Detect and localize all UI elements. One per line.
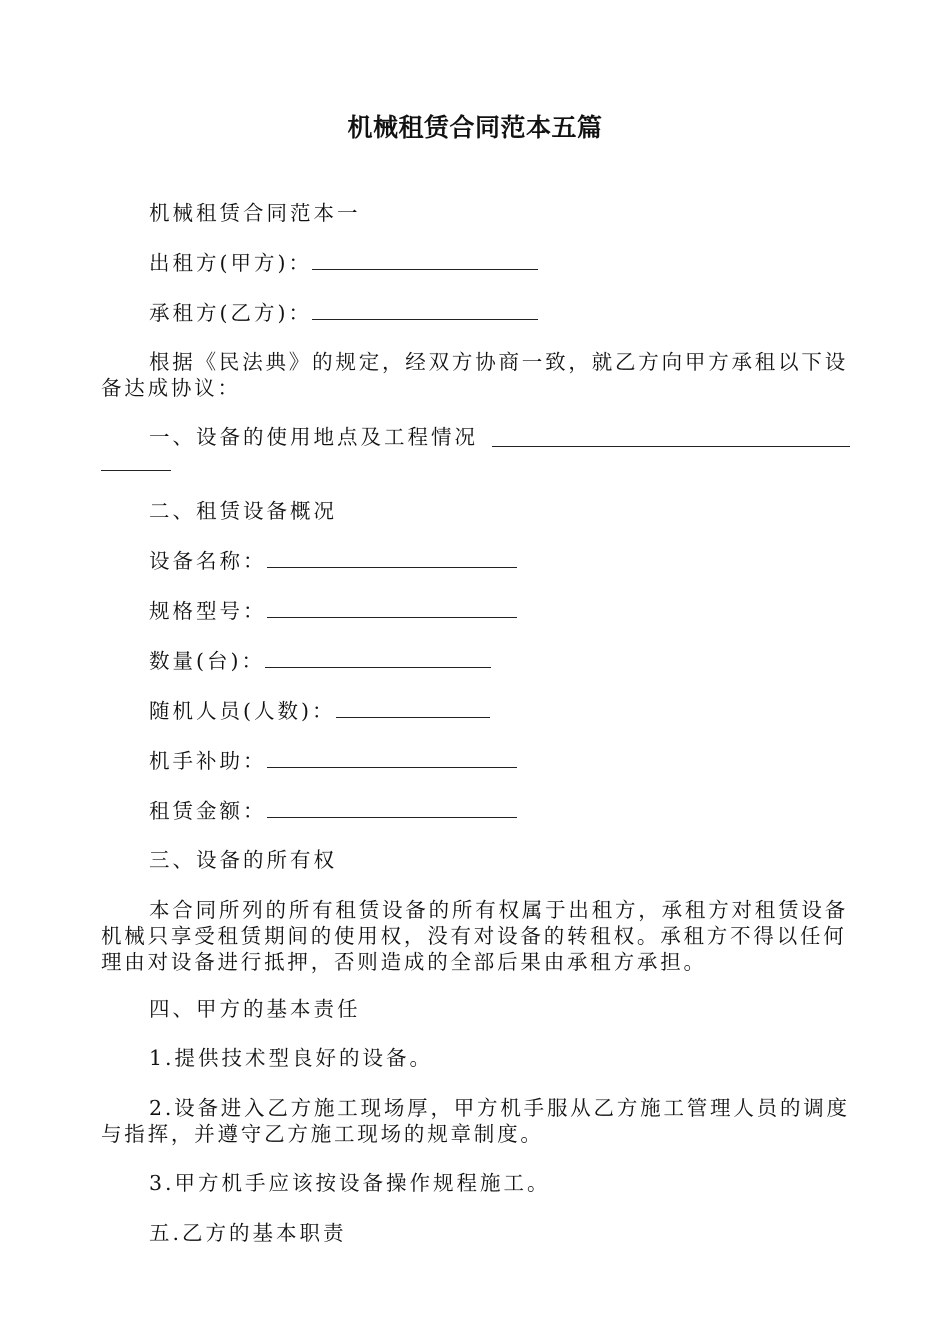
equipment-quantity-label: 数量(台)： [149, 649, 265, 673]
operator-subsidy-field [101, 748, 899, 774]
lessor-blank [312, 251, 538, 270]
clause4-item2: 2.设备进入乙方施工现场厚，甲方机手服从乙方施工管理人员的调度与指挥，并遵守乙方施工现场的规章制度。 [101, 1096, 850, 1146]
lessee-label: 承租方(乙方)： [149, 301, 312, 325]
operator-subsidy-blank [267, 749, 517, 768]
equipment-model-blank [267, 599, 517, 618]
equipment-quantity-field [101, 648, 899, 674]
clause5-heading: 五.乙方的基本职责 [149, 1221, 347, 1245]
rental-amount-label: 租赁金额： [149, 799, 267, 823]
clause4-item1: 1.提供技术型良好的设备。 [149, 1046, 434, 1070]
lessor-field [101, 250, 899, 276]
equipment-name-field [101, 548, 899, 574]
clause3-heading: 三、设备的所有权 [149, 848, 337, 872]
equipment-staff-blank [336, 699, 490, 718]
rental-amount-blank [267, 799, 517, 818]
clause3-paragraph: 本合同所列的所有租赁设备的所有权属于出租方，承租方对租赁设备机械只享受租赁期间的使用权，没有对设备的转租权。承租方不得以任何理由对设备进行抵押，否则造成的全部后果由承租方承担。 [101, 898, 848, 974]
equipment-name-blank [267, 549, 517, 568]
equipment-staff-label: 随机人员(人数)： [149, 699, 336, 723]
rental-amount-field [101, 798, 899, 824]
clause2-heading: 二、租赁设备概况 [149, 499, 337, 523]
lessor-label: 出租方(甲方)： [149, 251, 312, 275]
clause4-heading: 四、甲方的基本责任 [149, 997, 361, 1021]
document-title: 机械租赁合同范本五篇 [347, 113, 603, 142]
equipment-model-label: 规格型号： [149, 599, 267, 623]
equipment-model-field [101, 598, 899, 624]
clause1-label: 一、设备的使用地点及工程情况 [149, 425, 478, 449]
equipment-staff-field [101, 698, 899, 724]
equipment-quantity-blank [265, 649, 491, 668]
intro-paragraph: 根据《民法典》的规定，经双方协商一致，就乙方向甲方承租以下设备达成协议： [101, 350, 848, 400]
section-heading: 机械租赁合同范本一 [149, 201, 361, 225]
lessee-field [101, 300, 899, 326]
clause4-item3: 3.甲方机手应该按设备操作规程施工。 [149, 1171, 551, 1195]
lessee-blank [312, 301, 538, 320]
equipment-name-label: 设备名称： [149, 549, 267, 573]
clause1-blank-line2 [101, 470, 171, 471]
operator-subsidy-label: 机手补助： [149, 749, 267, 773]
clause1-blank-line1 [492, 446, 850, 447]
